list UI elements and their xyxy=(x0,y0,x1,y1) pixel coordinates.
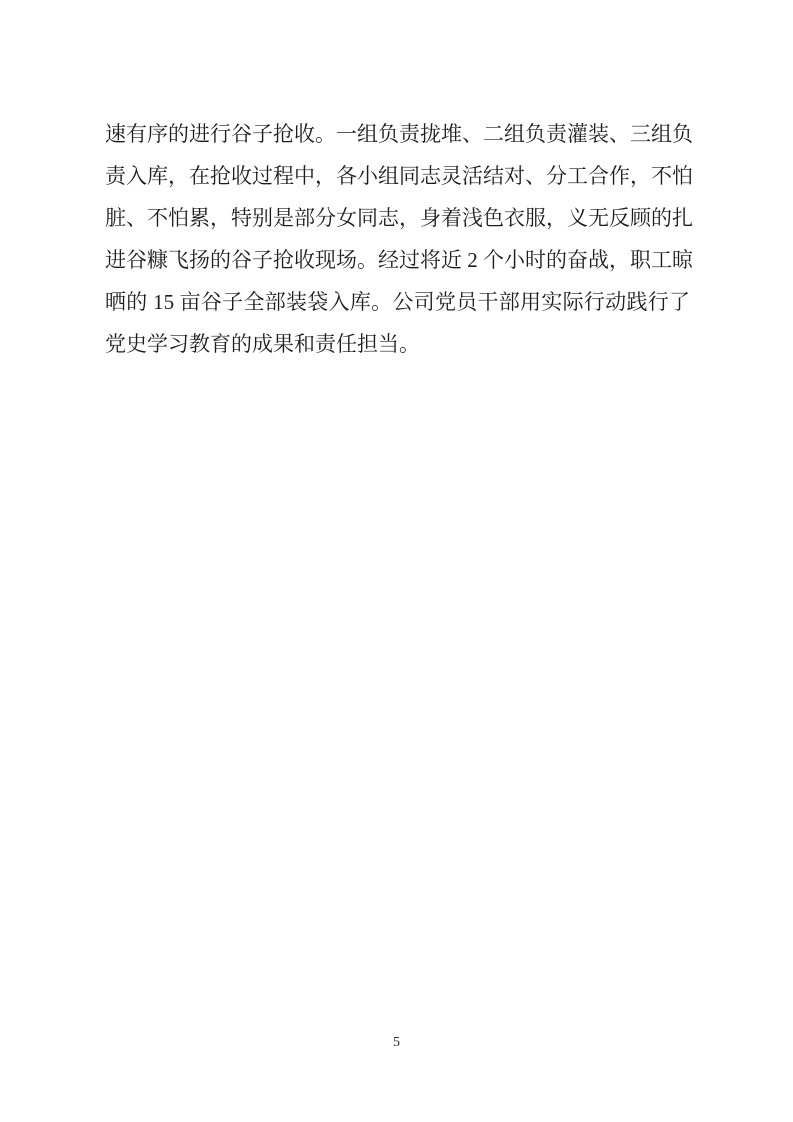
paragraph-line: 脏、不怕累，特别是部分女同志，身着浅色衣服，义无反顾的扎 xyxy=(105,206,693,230)
paragraph-line: 晒的 15 亩谷子全部装袋入库。公司党员干部用实际行动践行了 xyxy=(105,290,690,314)
page-number: 5 xyxy=(393,1035,400,1050)
paragraph-line: 责入库，在抢收过程中，各小组同志灵活结对、分工合作，不怕 xyxy=(105,164,693,188)
page-footer xyxy=(0,1033,793,1053)
paragraph-line: 党史学习教育的成果和责任担当。 xyxy=(105,332,420,356)
paragraph xyxy=(105,113,693,365)
paragraph-line: 进谷糠飞扬的谷子抢收现场。经过将近 2 个小时的奋战，职工晾 xyxy=(105,248,693,272)
paragraph-line: 速有序的进行谷子抢收。一组负责拢堆、二组负责灌装、三组负 xyxy=(105,122,693,146)
